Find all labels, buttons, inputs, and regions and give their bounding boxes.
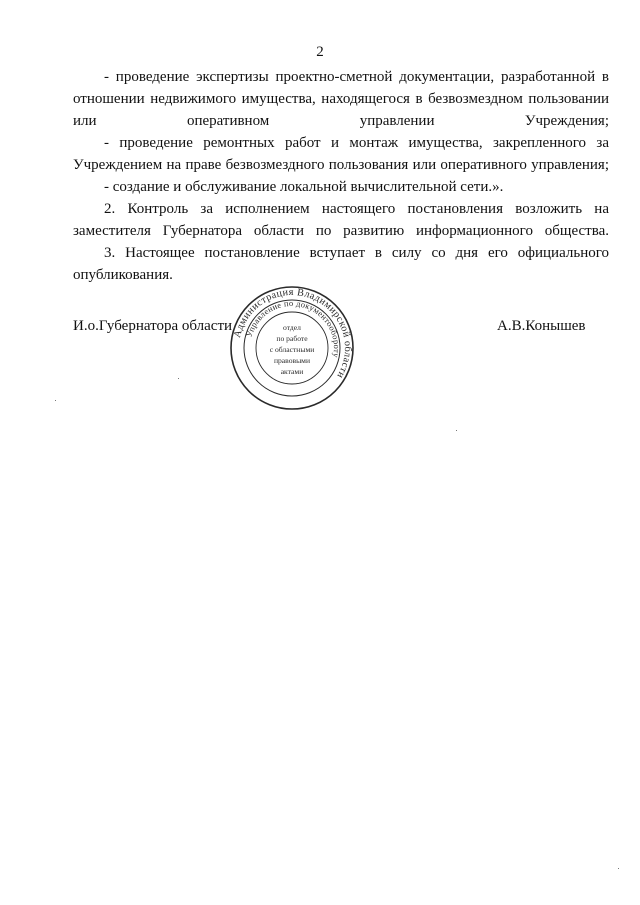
official-stamp — [228, 284, 356, 412]
paragraph-effective-date: 3. Настоящее постановление вступает в силу со дня его официального опубликования. — [73, 245, 609, 283]
scan-speck — [178, 378, 179, 379]
stamp-center-line-3: с областными — [269, 345, 315, 354]
page-number: 2 — [316, 44, 324, 60]
signatory-position: И.о.Губернатора области — [73, 318, 233, 334]
scan-speck — [55, 400, 56, 401]
stamp-center-line-2: по работе — [276, 334, 308, 343]
paragraph-control: 2. Контроль за исполнением настоящего постановления возложить на заместителя Губернатора области по развитию информационного общества. — [73, 201, 609, 239]
scan-speck — [618, 868, 619, 869]
stamp-center-line-4: правовыми — [273, 356, 311, 365]
stamp-center-line-5: актами — [280, 367, 304, 376]
stamp-outer-text: Администрация Владимирской области — [232, 286, 354, 381]
document-body — [73, 66, 609, 286]
stamp-center-line-1: отдел — [283, 323, 301, 332]
paragraph-expertise: - проведение экспертизы проектно-сметной документации, разработанной в отношении недвижимого имущества, находящегося в безвозмездном пользовании или оперативном управлении Учреждения; — [73, 69, 609, 129]
scan-speck — [456, 430, 457, 431]
stamp-ring-text: Управление по документообороту — [244, 298, 342, 359]
signatory-name: А.В.Конышев — [497, 318, 586, 334]
paragraph-network: - создание и обслуживание локальной вычислительной сети.». — [104, 179, 504, 195]
paragraph-repair: - проведение ремонтных работ и монтаж имущества, закрепленного за Учреждением на праве безвозмездного пользования или оперативного управления; — [73, 135, 609, 173]
